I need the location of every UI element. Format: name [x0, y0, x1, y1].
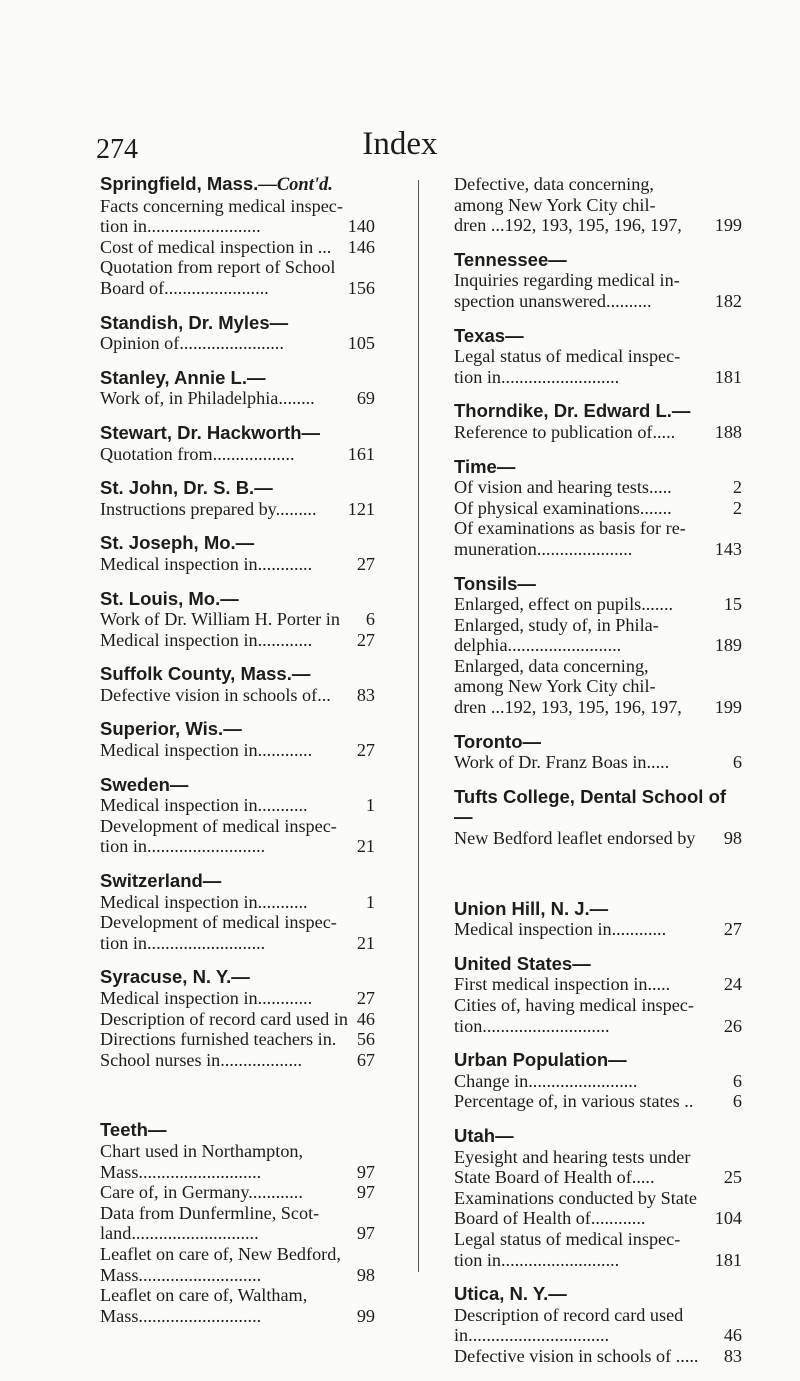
subline-text: Defective, data concerning, [454, 174, 654, 194]
subline-text: delphia......................... [454, 635, 622, 656]
subline-text: Medical inspection in........... [100, 891, 308, 912]
subline-text: Board of....................... [100, 277, 269, 298]
page-reference: 21 [356, 932, 375, 953]
page-reference: 27 [356, 629, 375, 650]
entry-heading [454, 1050, 742, 1071]
index-entry [100, 313, 375, 354]
page-reference: 146 [347, 236, 375, 257]
subline-text: spection unanswered.......... [454, 290, 652, 311]
subline-text: Change in........................ [454, 1070, 638, 1091]
entry-subline [454, 752, 742, 773]
subline-text: School nurses in.................. [100, 1049, 303, 1070]
entry-heading [100, 478, 375, 499]
index-entry [454, 174, 742, 236]
subline-text: Care of, in Germany............ [100, 1182, 303, 1203]
entry-heading-text: Texas— [454, 324, 524, 346]
entry-subline [454, 635, 742, 656]
subline-text: Work of Dr. Franz Boas in..... [454, 752, 670, 773]
entry-heading-text: Toronto— [454, 730, 541, 752]
entry-subline [100, 912, 375, 933]
entry-heading [100, 313, 375, 334]
subline-text: Medical inspection in........... [100, 795, 308, 816]
entry-heading-text: Switzerland— [100, 870, 222, 892]
subline-text: Defective vision in schools of... [100, 684, 331, 705]
entry-heading [100, 871, 375, 892]
entry-subline [454, 270, 742, 291]
page-reference: 1 [365, 795, 375, 816]
entry-subline [454, 1091, 742, 1112]
subline-text: among New York City chil- [454, 676, 656, 697]
subline-text: Leaflet on care of, New Bedford, [100, 1243, 341, 1264]
entry-heading-text: Sweden— [100, 773, 189, 795]
entry-subline [100, 933, 375, 954]
entry-subline [454, 615, 742, 636]
entry-subline [100, 685, 375, 706]
page-reference: 2 [732, 477, 742, 498]
subline-text: Directions furnished teachers in. [100, 1029, 337, 1050]
subline-text: in............................... [454, 1325, 610, 1346]
entry-heading [100, 589, 375, 610]
subline-text: muneration..................... [454, 538, 633, 559]
page-reference: 46 [356, 1008, 375, 1029]
subline-text: Description of record card used [454, 1304, 684, 1325]
entry-subline [454, 1167, 742, 1188]
subline-text: Enlarged, data concerning, [454, 655, 649, 676]
subline-text: Of physical examinations....... [454, 497, 672, 518]
entry-subline [454, 697, 742, 718]
page-reference: 99 [356, 1305, 375, 1326]
entry-heading [454, 787, 742, 828]
entry-subline [454, 676, 742, 697]
entry-subline [454, 1229, 742, 1250]
entry-subline [454, 974, 742, 995]
entry-heading [454, 326, 742, 347]
entry-heading-text: Tennessee— [454, 248, 567, 270]
page-reference: 67 [356, 1049, 375, 1070]
page-reference: 156 [347, 277, 375, 298]
subline-text: Medical inspection in............ [100, 629, 313, 650]
subline-text: Enlarged, effect on pupils....... [454, 594, 674, 615]
subline-text: Cities of, having medical inspec- [454, 995, 694, 1015]
page-reference: 69 [356, 388, 375, 409]
entry-subline [100, 554, 375, 575]
page-reference: 121 [347, 498, 375, 519]
entry-subline [100, 196, 375, 217]
entry-subline [454, 195, 742, 216]
entry-heading [454, 1284, 742, 1305]
page-reference: 83 [356, 684, 375, 705]
index-left-column [100, 174, 375, 1340]
entry-subline [100, 1265, 375, 1286]
entry-subline [100, 816, 375, 837]
subline-text: tion in......................... [100, 216, 261, 237]
index-entry [100, 174, 375, 299]
subline-text: Of examinations as basis for re- [454, 518, 686, 539]
index-entry [100, 719, 375, 760]
entry-subline [454, 919, 742, 940]
page-reference: 2 [732, 497, 742, 518]
page-reference: 199 [714, 697, 742, 718]
index-entry [100, 967, 375, 1070]
page-reference: 98 [723, 828, 742, 849]
index-entry [454, 787, 742, 849]
entry-heading-text: Time— [454, 455, 516, 477]
entry-subline [454, 539, 742, 560]
entry-subline [100, 892, 375, 913]
entry-subline [100, 1141, 375, 1162]
subline-text: Medical inspection in............ [100, 740, 313, 761]
subline-text: Quotation from.................. [100, 443, 295, 464]
page-reference: 182 [714, 290, 742, 311]
index-entry [454, 1050, 742, 1112]
page-reference: 97 [356, 1223, 375, 1244]
entry-heading [454, 1126, 742, 1147]
entry-subline [454, 1188, 742, 1209]
entry-subline [454, 1250, 742, 1271]
subline-text: Mass........................... [100, 1161, 262, 1182]
entry-heading-text: Superior, Wis.— [100, 718, 242, 740]
entry-subline [454, 1147, 742, 1168]
page-reference: 189 [714, 635, 742, 656]
subline-text: Development of medical inspec- [100, 815, 337, 836]
index-entry [454, 732, 742, 773]
page-reference: 24 [723, 974, 742, 995]
entry-subline [454, 346, 742, 367]
page-reference: 46 [723, 1325, 742, 1346]
subline-text: New Bedford leaflet endorsed by [454, 828, 696, 849]
entry-heading-text: Union Hill, N. J.— [454, 897, 609, 919]
subline-text: Mass........................... [100, 1305, 262, 1326]
subline-text: Legal status of medical inspec- [454, 346, 681, 367]
index-entry [454, 1284, 742, 1366]
page-reference: 6 [732, 1070, 742, 1091]
entry-subline [100, 278, 375, 299]
entry-heading [454, 250, 742, 271]
page-reference: 199 [714, 215, 742, 236]
index-entry [454, 326, 742, 388]
index-entry [100, 533, 375, 574]
subline-text: Chart used in Northampton, [100, 1140, 304, 1161]
subline-text: Medical inspection in............ [454, 919, 667, 940]
index-right-column [454, 174, 742, 1381]
subline-text: land............................ [100, 1223, 259, 1244]
entry-heading-text: Utah— [454, 1124, 514, 1146]
subline-text: Of vision and hearing tests..... [454, 477, 672, 498]
entry-subline [100, 1009, 375, 1030]
subline-text: Reference to publication of..... [454, 421, 676, 442]
subline-text: tion in.......................... [100, 932, 266, 953]
subline-text: tion in.......................... [100, 836, 266, 857]
entry-subline [454, 1208, 742, 1229]
entry-subline [454, 1305, 742, 1326]
entry-subline [100, 1285, 375, 1306]
entry-heading-text: United States— [454, 952, 591, 974]
entry-heading-text: Springfield, Mass. [100, 173, 259, 194]
entry-heading [100, 967, 375, 988]
entry-heading-text: St. Louis, Mo.— [100, 587, 239, 609]
page-reference: 6 [732, 1091, 742, 1112]
entry-subline [454, 1071, 742, 1092]
entry-heading-text: Teeth— [100, 1119, 167, 1141]
page-reference: 6 [732, 752, 742, 773]
index-entry [454, 401, 742, 442]
entry-subline [100, 499, 375, 520]
subline-text: First medical inspection in..... [454, 974, 671, 995]
page-reference: 140 [347, 216, 375, 237]
page-reference: 181 [714, 1249, 742, 1270]
entry-heading-text: Syracuse, N. Y.— [100, 966, 250, 988]
subline-text: Leaflet on care of, Waltham, [100, 1285, 308, 1306]
entry-heading [454, 899, 742, 920]
page-reference: 105 [347, 333, 375, 354]
subline-text: tion............................ [454, 1015, 610, 1036]
entry-heading [100, 775, 375, 796]
entry-subline [100, 795, 375, 816]
entry-heading-text: Urban Population— [454, 1049, 627, 1071]
index-entry [100, 664, 375, 705]
subline-text: Quotation from report of School [100, 257, 336, 278]
page-reference: 181 [714, 366, 742, 387]
entry-subline [100, 1203, 375, 1224]
subline-text: dren ...192, 193, 195, 196, 197, [454, 215, 682, 236]
entry-heading-text: Standish, Dr. Myles— [100, 311, 289, 333]
entry-subline [100, 1162, 375, 1183]
entry-heading [100, 423, 375, 444]
entry-subline [454, 518, 742, 539]
page-reference: 97 [356, 1182, 375, 1203]
index-entry [100, 1120, 375, 1326]
entry-subline [100, 216, 375, 237]
index-entry [454, 1126, 742, 1270]
entry-heading-text: Tufts College, Dental School of— [454, 785, 727, 828]
page-reference: 26 [723, 1015, 742, 1036]
index-entry [454, 457, 742, 560]
entry-subline [100, 1029, 375, 1050]
page-number: 274 [96, 134, 138, 165]
subline-text: Medical inspection in............ [100, 553, 313, 574]
entry-heading [454, 574, 742, 595]
entry-heading [454, 954, 742, 975]
entry-subline [100, 836, 375, 857]
subline-text: among New York City chil- [454, 194, 656, 215]
entry-subline [100, 1244, 375, 1265]
index-entry [100, 423, 375, 464]
entry-subline [454, 477, 742, 498]
entry-subline [100, 388, 375, 409]
entry-heading [454, 732, 742, 753]
index-entry [100, 478, 375, 519]
page-reference: 143 [714, 538, 742, 559]
index-entry [100, 368, 375, 409]
entry-heading [100, 1120, 375, 1141]
index-entry [100, 871, 375, 953]
subline-text: Facts concerning medical inspec- [100, 195, 343, 216]
index-entry [454, 250, 742, 312]
page-reference: 27 [723, 919, 742, 940]
entry-heading [100, 664, 375, 685]
subline-text: tion in.......................... [454, 366, 620, 387]
entry-subline [100, 257, 375, 278]
entry-subline [100, 237, 375, 258]
subline-text: Description of record card used in [100, 1008, 348, 1029]
page-reference: 98 [356, 1264, 375, 1285]
subline-text: Mass........................... [100, 1264, 262, 1285]
entry-heading-text: Thorndike, Dr. Edward L.— [454, 400, 691, 422]
entry-subline [100, 1223, 375, 1244]
subline-text: Instructions prepared by......... [100, 498, 317, 519]
subline-text: Development of medical inspec- [100, 912, 337, 933]
entry-heading [100, 719, 375, 740]
entry-heading-text: Suffolk County, Mass.— [100, 663, 311, 685]
entry-heading-text: Stewart, Dr. Hackworth— [100, 421, 321, 443]
page-reference: 97 [356, 1161, 375, 1182]
page-reference: 56 [356, 1029, 375, 1050]
entry-heading-text: Tonsils— [454, 572, 536, 594]
entry-subline [454, 367, 742, 388]
page-reference: 161 [347, 443, 375, 464]
index-entry [454, 954, 742, 1036]
subline-text: Enlarged, study of, in Phila- [454, 614, 659, 635]
entry-heading-text: Utica, N. Y.— [454, 1283, 567, 1305]
entry-subline [454, 828, 742, 849]
page-reference: 21 [356, 836, 375, 857]
subline-text: Percentage of, in various states .. [454, 1091, 694, 1112]
entry-subline [454, 174, 742, 195]
index-entry [100, 589, 375, 651]
entry-subline [454, 1346, 742, 1367]
entry-subline [100, 1182, 375, 1203]
page-reference: 188 [714, 421, 742, 442]
subline-text: Opinion of....................... [100, 333, 284, 354]
page-reference: 27 [356, 553, 375, 574]
subline-text: Examinations conducted by State [454, 1187, 697, 1208]
entry-subline [100, 1050, 375, 1071]
subline-text: Work of, in Philadelphia........ [100, 388, 315, 409]
entry-subline [100, 1306, 375, 1327]
entry-subline [454, 995, 742, 1016]
page-reference: 25 [723, 1167, 742, 1188]
subline-text: Cost of medical inspection in ... [100, 236, 332, 257]
entry-heading-continued: —Cont'd. [258, 175, 333, 195]
entry-subline [100, 988, 375, 1009]
entry-heading [454, 401, 742, 422]
subline-text: Defective vision in schools of ..... [454, 1345, 699, 1366]
subline-text: Work of Dr. William H. Porter in [100, 609, 340, 630]
page-reference: 104 [714, 1208, 742, 1229]
entry-heading-text: Stanley, Annie L.— [100, 366, 266, 388]
index-entry [454, 574, 742, 718]
index-entry [100, 775, 375, 857]
entry-subline [454, 291, 742, 312]
page-reference: 83 [723, 1345, 742, 1366]
entry-heading-text: St. John, Dr. S. B.— [100, 477, 273, 499]
entry-subline [100, 444, 375, 465]
page-reference: 1 [365, 891, 375, 912]
page-reference: 15 [723, 594, 742, 615]
subline-text: Legal status of medical inspec- [454, 1228, 681, 1249]
entry-subline [454, 1016, 742, 1037]
entry-heading [100, 533, 375, 554]
entry-subline [454, 422, 742, 443]
entry-heading [100, 174, 375, 196]
subline-text: Medical inspection in............ [100, 988, 313, 1008]
page-reference: 27 [356, 740, 375, 761]
entry-subline [454, 215, 742, 236]
entry-subline [100, 630, 375, 651]
subline-text: Eyesight and hearing tests under [454, 1146, 691, 1167]
entry-subline [100, 609, 375, 630]
entry-heading [100, 368, 375, 389]
index-entry [454, 899, 742, 940]
entry-subline [454, 1325, 742, 1346]
entry-subline [100, 333, 375, 354]
entry-subline [454, 594, 742, 615]
page-header: Index [362, 126, 438, 162]
subline-text: dren ...192, 193, 195, 196, 197, [454, 697, 682, 718]
entry-subline [454, 656, 742, 677]
subline-text: Inquiries regarding medical in- [454, 270, 680, 291]
subline-text: tion in.......................... [454, 1249, 620, 1270]
column-divider [418, 180, 419, 1272]
subline-text: Board of Health of............ [454, 1208, 646, 1229]
subline-text: Data from Dunfermline, Scot- [100, 1202, 320, 1223]
entry-heading-text: St. Joseph, Mo.— [100, 532, 255, 554]
subline-text: State Board of Health of..... [454, 1167, 655, 1188]
entry-subline [100, 740, 375, 761]
page-reference: 27 [356, 988, 375, 1008]
entry-heading [454, 457, 742, 478]
page-reference: 6 [365, 609, 375, 630]
entry-subline [454, 498, 742, 519]
